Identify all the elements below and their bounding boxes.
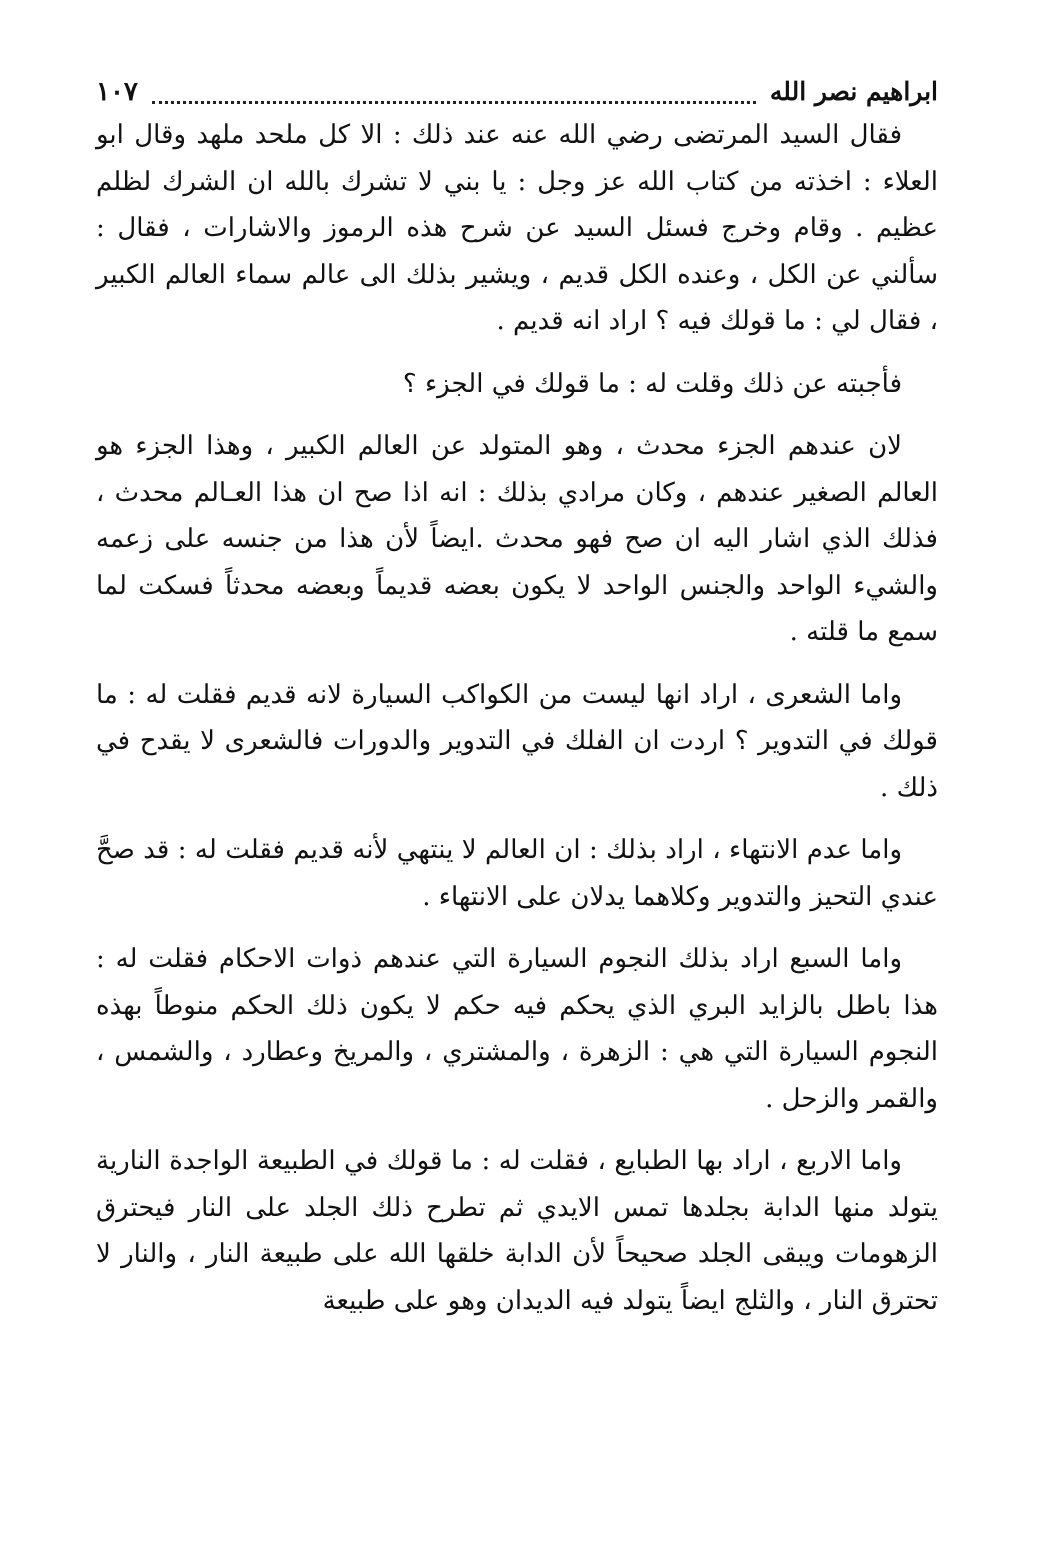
page-header xyxy=(96,72,938,112)
paragraph-6: واما السبع اراد بذلك النجوم السيارة التي عندهم ذوات الاحكام فقلت له : هذا باطل بالزايد البري الذي يحكم فيه حكم لا يكون ذلك الحكم منوطاً بهذه النجوم السيارة التي هي : الزهرة ، والمشتري ، والمريخ وعطارد ، والشمس ، والقمر والزحل . xyxy=(96,944,938,1114)
paragraph-4: واما الشعرى ، اراد انها ليست من الكواكب السيارة لانه قديم فقلت له : ما قولك في التدوير ؟ اردت ان الفلك في التدوير والدورات فالشعرى لا يقدح في ذلك . xyxy=(96,679,938,803)
paragraph-2: فأجبته عن ذلك وقلت له : ما قولك في الجزء ؟ xyxy=(402,368,902,399)
running-title: ابراهيم نصر الله xyxy=(769,77,938,106)
paragraph-5: واما عدم الانتهاء ، اراد بذلك : ان العالم لا ينتهي لأنه قديم فقلت له : قد صحَّ عندي التحيز والتدوير وكلاهما يدلان على الانتهاء . xyxy=(96,835,938,912)
page-body xyxy=(96,112,938,1324)
dot-leader xyxy=(152,91,756,104)
page-number: ١٠٧ xyxy=(96,77,138,107)
book-page xyxy=(96,72,938,1492)
paragraph-7: واما الاربع ، اراد بها الطبايع ، فقلت له : ما قولك في الطبيعة الواجدة النارية يتولد منها الدابة بجلدها تمس الايدي ثم تطرح ذلك الجلد على النار فيحترق الزهومات ويبقى الجلد صحيحاً لأن الدابة خلقها الله على طبيعة النار ، والنار لا تحترق النار ، والثلج ايضاً يتولد فيه الديدان وهو على طبيعة xyxy=(96,1146,938,1316)
paragraph-1: فقال السيد المرتضى رضي الله عنه عند ذلك : الا كل ملحد ملهد وقال ابو العلاء : اخذته من كتاب الله عز وجل : يا بني لا تشرك بالله ان الشرك لظلم عظيم . وقام وخرج فسئل السيد عن شرح هذه الرموز والاشارات ، فقال : سألني عن الكل ، وعنده الكل قديم ، ويشير بذلك الى عالم سماء العالم الكبير ، فقال لي : ما قولك فيه ؟ اراد انه قديم . xyxy=(96,120,938,336)
paragraph-3: لان عندهم الجزء محدث ، وهو المتولد عن العالم الكبير ، وهذا الجزء هو العالم الصغير عندهم ، وكان مرادي بذلك : انه اذا صح ان هذا العـالم محدث ، فذلك الذي اشار اليه ان صح فهو محدث .ايضاً لأن هذا من جنسه على زعمه والشيء الواحد والجنس الواحد لا يكون بعضه قديماً وبعضه محدثاً فسكت لما سمع ما قلته . xyxy=(96,431,938,647)
